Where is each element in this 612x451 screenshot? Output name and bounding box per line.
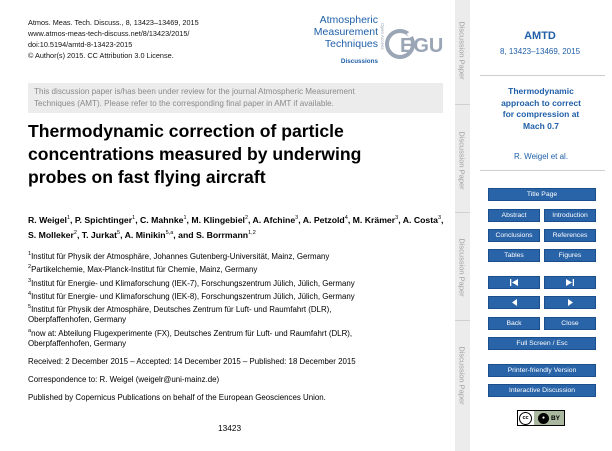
strip-divider	[455, 212, 470, 213]
skip-back-icon	[509, 279, 519, 286]
next-page-button[interactable]	[544, 296, 596, 309]
title-page-button[interactable]: Title Page	[488, 188, 596, 201]
sidebar-citation: 8, 13423–13469, 2015	[499, 47, 581, 56]
affiliation-text: Oberpfaffenhofen, Germany	[28, 315, 127, 325]
logo-line-2: Measurement	[313, 26, 378, 38]
author	[191, 215, 248, 225]
affiliation	[28, 249, 448, 262]
author-name: P. Spichtinger	[74, 215, 133, 225]
arrow-right-icon	[567, 299, 574, 306]
paper-title	[28, 120, 448, 189]
affiliation	[28, 276, 448, 289]
author-name: S. Borrmann	[195, 230, 249, 240]
first-page-button[interactable]	[488, 276, 540, 289]
strip-label: Discussion Paper	[458, 20, 468, 80]
conclusions-button[interactable]: Conclusions	[488, 229, 540, 242]
journal-abbrev: AMTD	[524, 30, 556, 42]
author-affiliation-mark: 1	[183, 215, 187, 221]
affiliation	[28, 326, 448, 339]
title-line-3: probes on fast flying aircraft	[28, 167, 266, 187]
citation-block	[28, 17, 199, 61]
short-authors: R. Weigel et al.	[513, 152, 569, 161]
logo-line-3: Techniques	[324, 38, 378, 50]
printer-friendly-button[interactable]: Printer-friendly Version	[488, 364, 596, 377]
creative-commons-icon: cc	[519, 412, 532, 425]
skip-forward-icon	[565, 279, 575, 286]
author-name: R. Weigel	[28, 215, 67, 225]
received-dates: Received: 2 December 2015 – Accepted: 14 December 2015 – Published: 18 December 2015	[28, 357, 356, 366]
references-button[interactable]: References	[544, 229, 596, 242]
strip-label: Discussion Paper	[458, 237, 468, 297]
author-affiliation-mark: 1	[132, 215, 136, 221]
affiliation-mark: 1	[28, 251, 32, 257]
affiliation	[28, 262, 448, 275]
affiliation-text: Institut für Physik der Atmosphäre, Johannes Gutenberg-Universität, Mainz, Germany	[31, 252, 330, 261]
author-name: A. Minikin	[124, 230, 166, 240]
author-name: M. Klingebiel	[191, 215, 245, 225]
author-affiliation-mark: 3	[295, 215, 299, 221]
by-label: BY	[550, 414, 561, 422]
author-name: S. Molleker	[28, 230, 74, 240]
egu-logo-icon	[380, 22, 450, 62]
close-button[interactable]: Close	[544, 317, 596, 330]
sidebar-divider	[480, 75, 605, 76]
copyright: © Author(s) 2015. CC Attribution 3.0 License.	[28, 51, 174, 60]
figures-button[interactable]: Figures	[544, 249, 596, 262]
short-title	[475, 86, 607, 132]
author	[353, 215, 399, 225]
affiliation-text: now at: Abteilung Flugexperimente (FX), Deutsches Zentrum für Luft- und Raumfahrt (DLR),	[31, 328, 353, 338]
affiliation	[28, 315, 448, 325]
affiliation-mark: 4	[28, 290, 32, 297]
cc-license-badge[interactable]	[517, 410, 565, 426]
notice-line-2: Techniques (AMT). Please refer to the corresponding final paper in AMT if available.	[34, 99, 334, 108]
doi[interactable]: doi:10.5194/amtd-8-13423-2015	[28, 40, 133, 49]
arrow-left-icon	[511, 299, 518, 306]
author	[140, 215, 187, 225]
journal-url[interactable]: www.atmos-meas-tech-discuss.net/8/13423/2015/	[28, 29, 190, 38]
interactive-discussion-button[interactable]: Interactive Discussion	[488, 384, 596, 397]
short-title-line: Mach 0.7	[523, 120, 559, 131]
author	[75, 215, 135, 225]
strip-label: Discussion Paper	[458, 345, 468, 405]
affiliation-text: Institut für Physik der Atmosphäre, Deutsches Zentrum für Luft- und Raumfahrt (DLR),	[31, 305, 332, 315]
author	[403, 215, 441, 225]
author-list: R. Weigel$^1$, P. Spichtinger$^1$, C. Mahnke$^1$, M. Klingebiel$^2$, A. Afchine$^3$, A. Petzold$^4$, M. Krämer$^3$, A. Costa$^3$, S. Molleker$^2$, T. Jurkat$^5$, A. Minikin$^{5,a}$, and S. Borrmann$^{1,2}$	[28, 215, 444, 240]
tables-button[interactable]: Tables	[488, 249, 540, 262]
affiliation-text: Institut für Energie- und Klimaforschung (IEK-8), Forschungszentrum Jülich, Jülich, Germany	[31, 291, 355, 301]
journal-citation: Atmos. Meas. Tech. Discuss., 8, 13423–13469, 2015	[28, 18, 199, 27]
affiliation-text: Oberpfaffenhofen, Germany	[28, 339, 127, 349]
affiliation-text: Partikelchemie, Max-Planck-Institut für Chemie, Mainz, Germany	[31, 265, 258, 275]
author-name: A. Costa	[402, 215, 438, 225]
author-name: T. Jurkat	[81, 230, 118, 240]
strip-label: Discussion Paper	[458, 130, 468, 190]
sidebar-header	[475, 30, 605, 56]
author-affiliation-mark: 5,a	[165, 230, 174, 236]
previous-page-button[interactable]	[488, 296, 540, 309]
notice-line-1: This discussion paper is/has been under review for the journal Atmospheric Measurement	[34, 87, 355, 96]
author-affiliation-mark: 1	[66, 215, 71, 221]
logo-discussions: Discussions	[340, 58, 378, 65]
affiliation	[28, 289, 448, 302]
author	[28, 215, 70, 225]
short-title-line: Thermodynamic	[508, 86, 574, 96]
author	[125, 230, 174, 240]
short-title-line: approach to correct	[501, 97, 581, 108]
author	[253, 215, 299, 225]
back-button[interactable]: Back	[488, 317, 540, 330]
publisher-note: Published by Copernicus Publications on behalf of the European Geosciences Union.	[28, 393, 326, 402]
svg-text:Open Access: Open Access	[380, 23, 385, 50]
sidebar-divider	[480, 170, 605, 171]
author	[28, 230, 77, 240]
abstract-button[interactable]: Abstract	[488, 209, 540, 222]
author-name: A. Afchine	[252, 215, 296, 225]
author-affiliation-mark: 4	[344, 215, 348, 221]
logo-line-1: Atmospheric	[319, 14, 378, 26]
author-name: M. Krämer	[352, 215, 396, 225]
affiliation-mark: a	[28, 327, 32, 334]
author-affiliation-mark: 5	[117, 230, 121, 236]
affiliation-mark: 5	[28, 304, 32, 311]
strip-divider	[455, 104, 470, 105]
introduction-button[interactable]: Introduction	[544, 209, 596, 222]
author	[196, 230, 256, 240]
short-title-line: for compression at	[502, 109, 580, 119]
affiliations-list	[28, 249, 448, 349]
affiliation-mark: 2	[28, 264, 32, 271]
svg-text:EGU: EGU	[400, 35, 444, 57]
attribution-block	[534, 411, 564, 425]
author-affiliation-mark: 3	[395, 215, 399, 221]
review-notice	[28, 83, 443, 113]
title-line-2: concentrations measured by underwing	[28, 144, 362, 164]
author-affiliation-mark: 2	[244, 215, 249, 221]
journal-logo	[300, 14, 450, 72]
author	[82, 230, 120, 240]
affiliation-mark: 3	[28, 277, 32, 284]
author-name: A. Petzold	[302, 215, 345, 225]
discussion-paper-strip	[455, 0, 470, 451]
full-screen-button[interactable]: Full Screen / Esc	[488, 337, 596, 350]
last-page-button[interactable]	[544, 276, 596, 289]
author-affiliation-mark: 3	[437, 215, 442, 221]
author-affiliation-mark: 2	[73, 230, 77, 236]
author	[303, 215, 348, 225]
person-icon: ●	[538, 413, 549, 424]
title-line-1: Thermodynamic correction of particle	[28, 121, 344, 141]
page-number: 13423	[218, 423, 242, 433]
affiliation-text: Institut für Energie- und Klimaforschung (IEK-7), Forschungszentrum Jülich, Jülich, Germany	[31, 278, 355, 288]
strip-divider	[455, 320, 470, 321]
affiliation	[28, 339, 448, 349]
author-affiliation-mark: 1,2	[248, 230, 256, 236]
correspondence: Correspondence to: R. Weigel (weigelr@uni-mainz.de)	[28, 375, 220, 384]
affiliation	[28, 302, 448, 315]
author-name: C. Mahnke	[140, 215, 184, 225]
